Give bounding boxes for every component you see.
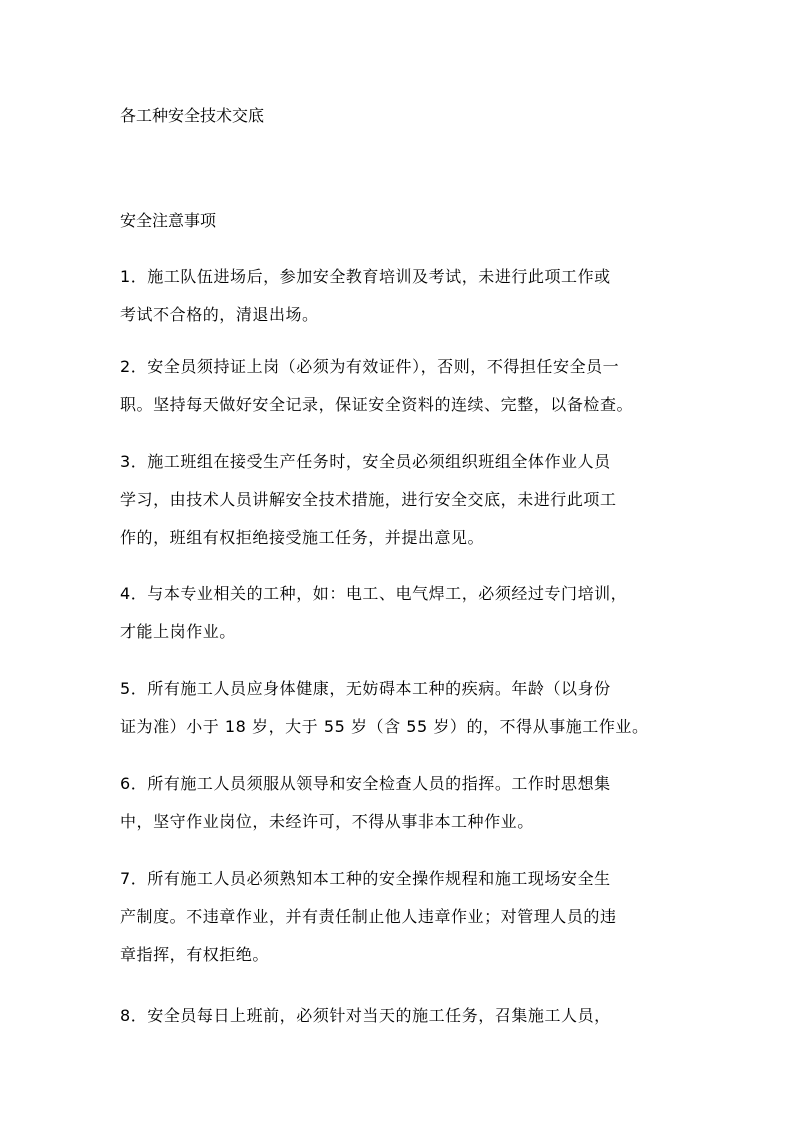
list-item-line: 中，坚守作业岗位，未经许可，不得从事非本工种作业。	[120, 812, 534, 831]
list-item-line: 考试不合格的，清退出场。	[120, 305, 319, 324]
list-item-line: 章指挥，有权拒绝。	[120, 945, 269, 964]
list-item-line: 产制度。不违章作业，并有责任制止他人违章作业；对管理人员的违	[120, 907, 617, 926]
list-item-6	[120, 765, 680, 841]
list-item-line: 3．施工班组在接受生产任务时，安全员必须组织班组全体作业人员	[120, 452, 611, 471]
list-item-line: 6．所有施工人员须服从领导和安全检查人员的指挥。工作时思想集	[120, 774, 611, 793]
list-item-line: 2．安全员须持证上岗（必须为有效证件），否则，不得担任安全员一	[120, 357, 620, 376]
list-item-2	[120, 348, 680, 424]
list-item-line: 证为准）小于 18 岁，大于 55 岁（含 55 岁）的，不得从事施工作业。	[120, 717, 649, 736]
list-item-line: 学习，由技术人员讲解安全技术措施，进行安全交底，未进行此项工	[120, 490, 617, 509]
list-item-line: 作的，班组有权拒绝接受施工任务，并提出意见。	[120, 528, 485, 547]
list-item-line: 才能上岗作业。	[120, 622, 236, 641]
list-item-line: 1．施工队伍进场后，参加安全教育培训及考试，未进行此项工作或	[120, 267, 611, 286]
section-heading: 安全注意事项	[120, 211, 217, 230]
list-item-1	[120, 258, 680, 334]
list-item-7	[120, 860, 680, 974]
list-item-5	[120, 670, 680, 746]
list-item-line: 7．所有施工人员必须熟知本工种的安全操作规程和施工现场安全生	[120, 869, 611, 888]
document-title: 各工种安全技术交底	[120, 106, 265, 125]
list-item-8	[120, 997, 680, 1035]
list-item-4	[120, 575, 680, 651]
list-item-line: 4．与本专业相关的工种，如：电工、电气焊工，必须经过专门培训，	[120, 584, 628, 603]
list-item-line: 8．安全员每日上班前，必须针对当天的施工任务，召集施工人员，	[120, 1006, 611, 1025]
list-item-line: 5．所有施工人员应身体健康，无妨碍本工种的疾病。年龄（以身份	[120, 679, 611, 698]
list-item-3	[120, 443, 680, 557]
list-item-line: 职。坚持每天做好安全记录，保证安全资料的连续、完整，以备检查。	[120, 395, 634, 414]
